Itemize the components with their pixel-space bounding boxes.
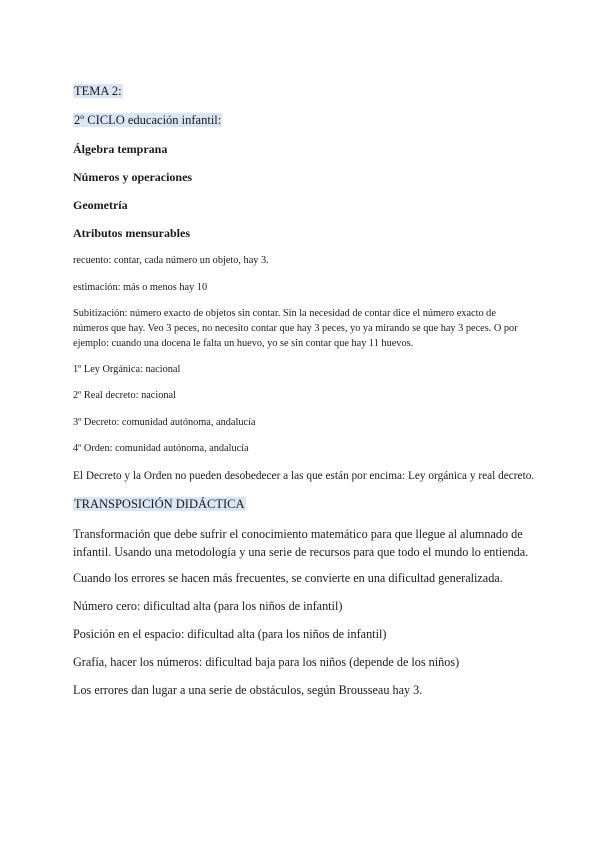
tema-highlight: TEMA 2: xyxy=(74,84,122,98)
ciclo-heading xyxy=(73,113,533,128)
heading-geometria: Geometría xyxy=(73,198,128,212)
grafia-text: Grafía, hacer los números: dificultad baja para los niños (depende de los niños) xyxy=(73,655,460,669)
heading-algebra: Álgebra temprana xyxy=(73,142,168,156)
recuento-text: recuento: contar, cada número un objeto, hay 3. xyxy=(73,255,269,266)
transformacion-paragraph: Transformación que debe sufrir el conocimiento matemático para que llegue al alumnado de infantil. Usando una metodología y una serie de recursos para que todo el mundo lo entienda. xyxy=(73,527,529,559)
legal-item-1: 1º Ley Orgánica: nacional xyxy=(73,364,181,375)
subitizacion-paragraph: Subitización: número exacto de objetos sin contar. Sin la necesidad de contar dice el número exacto de números que hay. Veo 3 peces, no necesito contar que hay 3 peces, yo ya mirando se que hay 3 peces. O por ejemplo: cuando una docena le falta un huevo, yo se sin contar que hay 11 huevos. xyxy=(73,308,518,349)
numero-cero-text: Número cero: dificultad alta (para los niños de infantil) xyxy=(73,599,343,613)
transposicion-heading xyxy=(73,497,533,512)
errores-frecuentes-text: Cuando los errores se hacen más frecuentes, se convierte en una dificultad generalizada. xyxy=(73,571,503,585)
heading-atributos: Atributos mensurables xyxy=(73,226,191,240)
posicion-text: Posición en el espacio: dificultad alta (para los niños de infantil) xyxy=(73,627,387,641)
legal-item-2: 2º Real decreto: nacional xyxy=(73,390,176,401)
estimacion-text: estimación: más o menos hay 10 xyxy=(73,282,208,293)
obstaculos-text: Los errores dan lugar a una serie de obstáculos, según Brousseau hay 3. xyxy=(73,683,423,697)
transposicion-highlight: TRANSPOSICIÓN DIDÁCTICA xyxy=(74,497,245,511)
tema-heading xyxy=(73,84,533,99)
legal-item-3: 3º Decreto: comunidad autónoma, andalucía xyxy=(73,417,256,428)
decreto-note: El Decreto y la Orden no pueden desobedecer a las que están por encima: Ley orgánica y real decreto. xyxy=(73,470,535,482)
ciclo-highlight: 2º CICLO educación infantil: xyxy=(74,113,222,127)
legal-item-4: 4º Orden: comunidad autónoma, andalucía xyxy=(73,443,249,454)
heading-numeros: Números y operaciones xyxy=(73,170,193,184)
